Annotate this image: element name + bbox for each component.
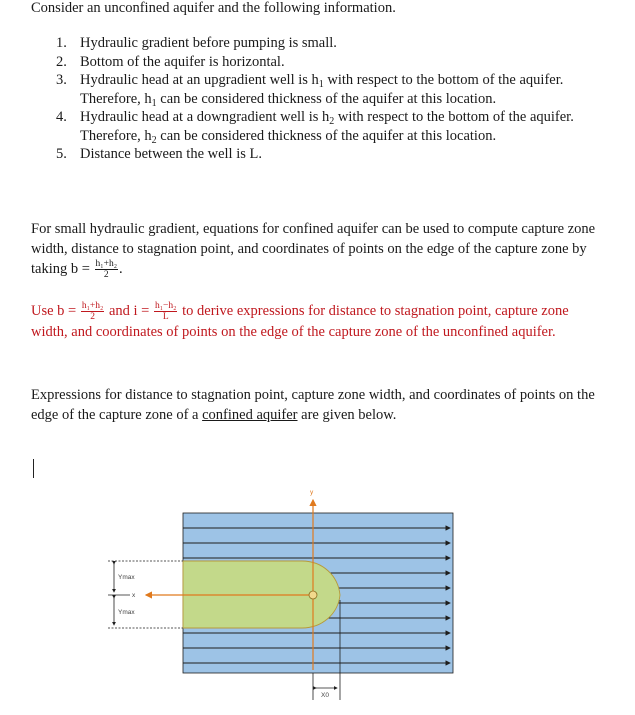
ymax-top-label: Ymax (118, 574, 135, 581)
paragraph-confined-approximation: For small hydraulic gradient, equations for confined aquifer can be used to compute capture zone width, distance to stagnation point, and coordinates of points on the edge of the capture zone by taking b = $\frac{\text{h₁+h₂}}{2}$ . (31, 221, 596, 281)
ymax-bottom-label: Ymax (118, 609, 135, 616)
list-item: 4. Hydraulic head at a downgradient well is $h_2$ with respect to the bottom of the aquifer. Therefore, $h_2$ can be considered thickness of the aquifer at this location. (56, 109, 574, 146)
list-item: 3. Hydraulic head at an upgradient well is $h_1$ with respect to the bottom of the aquifer. Therefore, $h_1$ can be considered thickness of the aquifer at this location. (56, 72, 564, 109)
list-item: 5. Distance between the well is L. (56, 146, 262, 162)
list-item: 1. Hydraulic gradient before pumping is small. (56, 35, 337, 51)
pumping-well-icon (309, 591, 317, 599)
x-axis-label: x (132, 592, 136, 599)
paragraph-task-instruction: Use b = $\frac{\text{h₁+h₂}}{2}$ and i = $\frac{\text{h₁−h₂}}{L}$ to derive expressions for distance to stagnation point, capture zone width, and coordinates of points on the edge of the capture zone of the unconfined aquifer. (31, 301, 569, 341)
fraction-b: $\frac{\text{h₁+h₂}}{2}$ (95, 259, 118, 281)
paragraph-expressions-intro: Expressions for distance to stagnation point, capture zone width, and coordinates of points on the edge of the capture zone of a confined aquifer are given below. (31, 387, 595, 423)
fraction-i: $\frac{\text{h₁−h₂}}{L}$ (155, 301, 177, 323)
confined-aquifer-underlined: confined aquifer (202, 407, 298, 423)
y-axis-label: y (310, 489, 314, 496)
x0-label: X0 (321, 692, 329, 699)
list-item: 2. Bottom of the aquifer is horizontal. (56, 53, 285, 70)
intro-sentence: Consider an unconfined aquifer and the following information. (31, 0, 396, 16)
fraction-b: $\frac{\text{h₁+h₂}}{2}$ (81, 301, 104, 323)
